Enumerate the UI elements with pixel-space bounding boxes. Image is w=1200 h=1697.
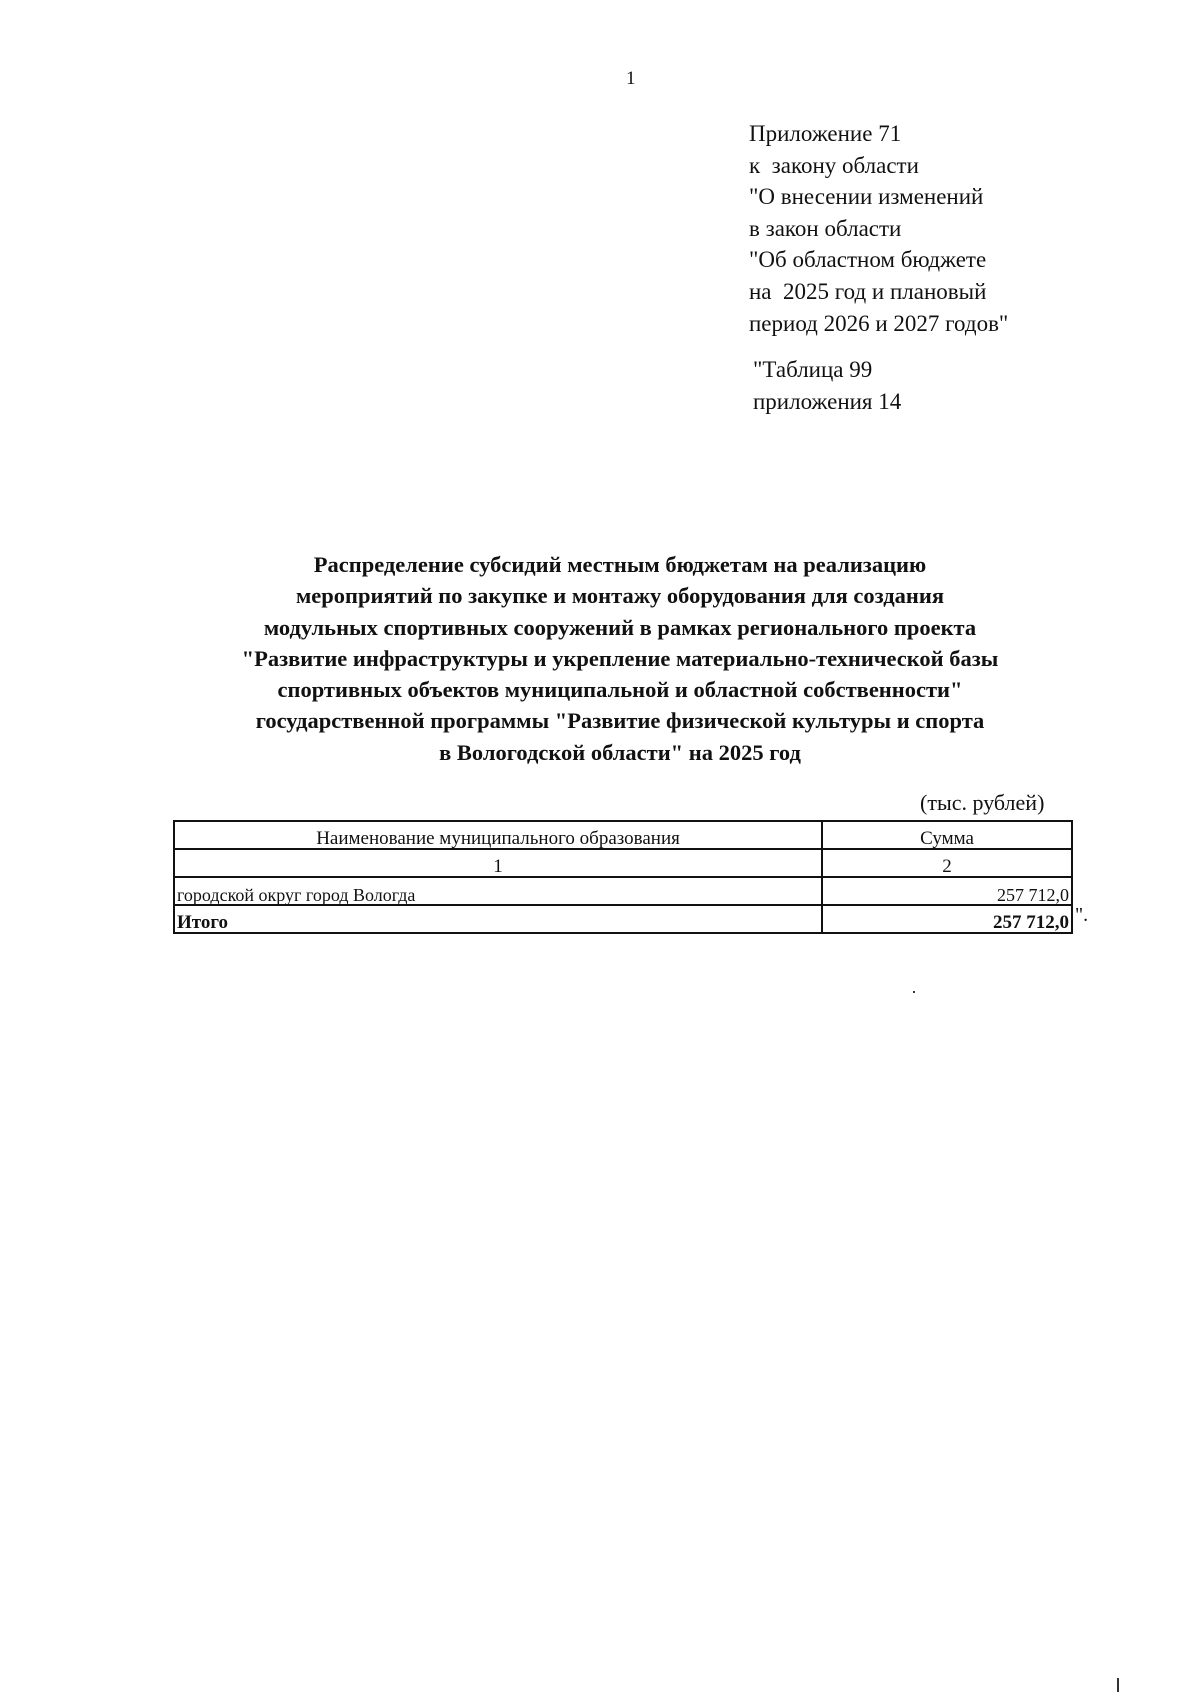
title-line: "Развитие инфраструктуры и укрепление материально-технической базы <box>241 645 999 671</box>
appendix-line: период 2026 и 2027 годов" <box>749 310 1009 336</box>
total-amount: 257 712,0 <box>822 905 1072 933</box>
title-line: спортивных объектов муниципальной и областной собственности" <box>277 677 963 703</box>
scan-mark <box>1117 1678 1119 1692</box>
column-number-2: 2 <box>822 849 1072 877</box>
header-amount: Сумма <box>822 821 1072 849</box>
municipality-amount: 257 712,0 <box>822 877 1072 905</box>
appendix-line: "О внесении изменений <box>749 184 984 210</box>
header-municipality: Наименование муниципального образования <box>174 821 822 849</box>
total-label: Итого <box>174 905 822 933</box>
appendix-line: на 2025 год и плановый <box>749 278 987 304</box>
appendix-line: Приложение 71 <box>749 121 902 146</box>
table-row <box>174 877 1072 905</box>
scan-speck <box>913 991 915 993</box>
appendix-line: к закону области <box>749 152 919 178</box>
title-line: мероприятий по закупке и монтажу оборудования для создания <box>295 583 944 609</box>
table-reference <box>753 354 901 417</box>
units-label: (тыс. рублей) <box>920 790 1045 815</box>
table-reference-line: приложения 14 <box>753 388 902 414</box>
column-number-1: 1 <box>174 849 822 877</box>
title-line: Распределение субсидий местным бюджетам на реализацию <box>313 552 927 577</box>
closing-quote-mark: ". <box>1075 904 1089 926</box>
distribution-table <box>173 820 1073 934</box>
title-line: модульных спортивных сооружений в рамках регионального проекта <box>263 614 977 640</box>
title-line: в Вологодской области" на 2025 год <box>439 739 801 765</box>
column-number-row <box>174 849 1072 877</box>
document-title <box>140 549 1100 768</box>
appendix-reference <box>749 118 1008 339</box>
total-row <box>174 905 1072 933</box>
table-reference-line: "Таблица 99 <box>753 357 873 382</box>
table-header-row <box>174 821 1072 849</box>
municipality-name: городской округ город Вологда <box>174 877 822 905</box>
title-line: государственной программы "Развитие физической культуры и спорта <box>255 708 985 734</box>
appendix-line: "Об областном бюджете <box>749 247 987 273</box>
page-number: 1 <box>626 68 636 89</box>
appendix-line: в закон области <box>749 215 902 241</box>
